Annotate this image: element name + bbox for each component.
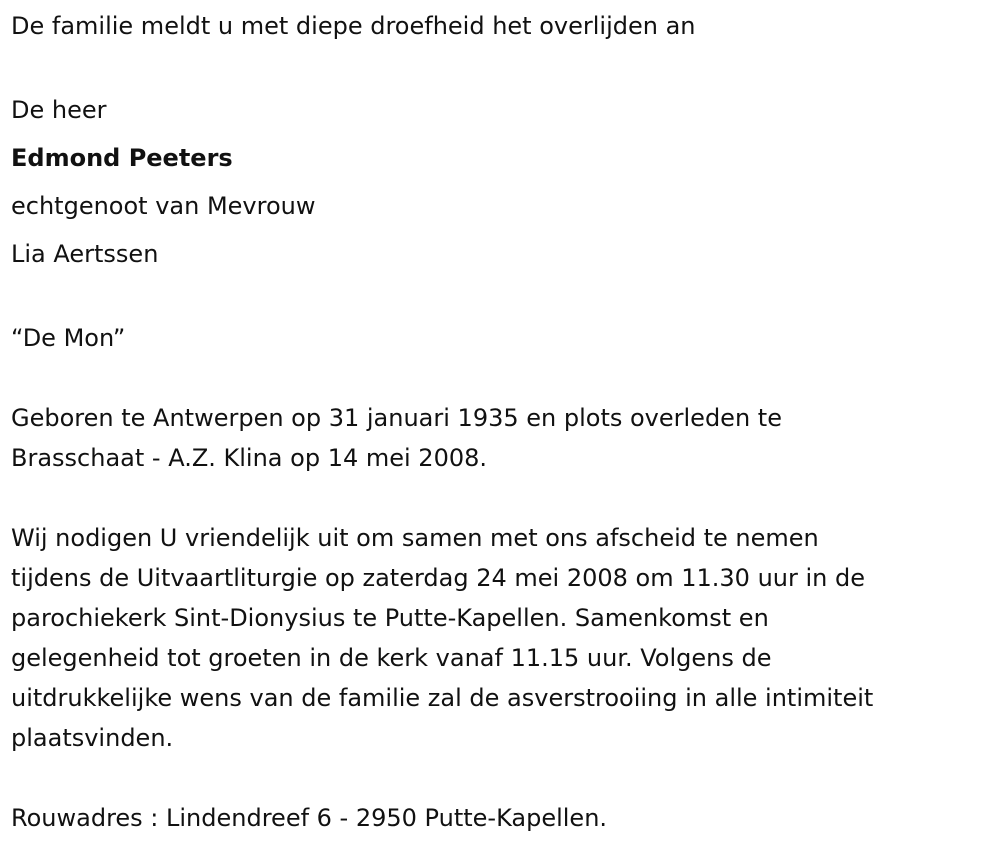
birth-line-2: Brasschaat - A.Z. Klina op 14 mei 2008. [11,444,488,472]
invitation-line: Wij nodigen U vriendelijk uit om samen met ons afscheid te nemen [11,524,819,552]
invitation-line: parochiekerk Sint-Dionysius te Putte-Kapellen. Samenkomst en [11,604,769,632]
spouse-line-1: echtgenoot van Mevrouw [11,192,316,220]
birth-line-1: Geboren te Antwerpen op 31 januari 1935 en plots overleden te [11,404,782,432]
invitation-line: plaatsvinden. [11,724,174,752]
invitation-line: tijdens de Uitvaartliturgie op zaterdag 24 mei 2008 om 11.30 uur in de [11,564,866,592]
spouse-line-2: Lia Aertssen [11,240,159,268]
salutation: De heer [11,96,107,124]
deceased-block [11,86,986,278]
invitation-line: gelegenheid tot groeten in de kerk vanaf 11.15 uur. Volgens de [11,644,772,672]
invitation-paragraph [11,518,986,758]
birth-death-paragraph [11,398,986,478]
intro-text: De familie meldt u met diepe droefheid het overlijden an [11,12,696,40]
funeral-address: Rouwadres : Lindendreef 6 - 2950 Putte-Kapellen. [11,804,608,832]
deceased-name: Edmond Peeters [11,144,233,172]
death-notice [11,6,986,838]
nickname: “De Mon” [11,324,126,352]
invitation-line: uitdrukkelijke wens van de familie zal de asverstrooiing in alle intimiteit [11,684,874,712]
